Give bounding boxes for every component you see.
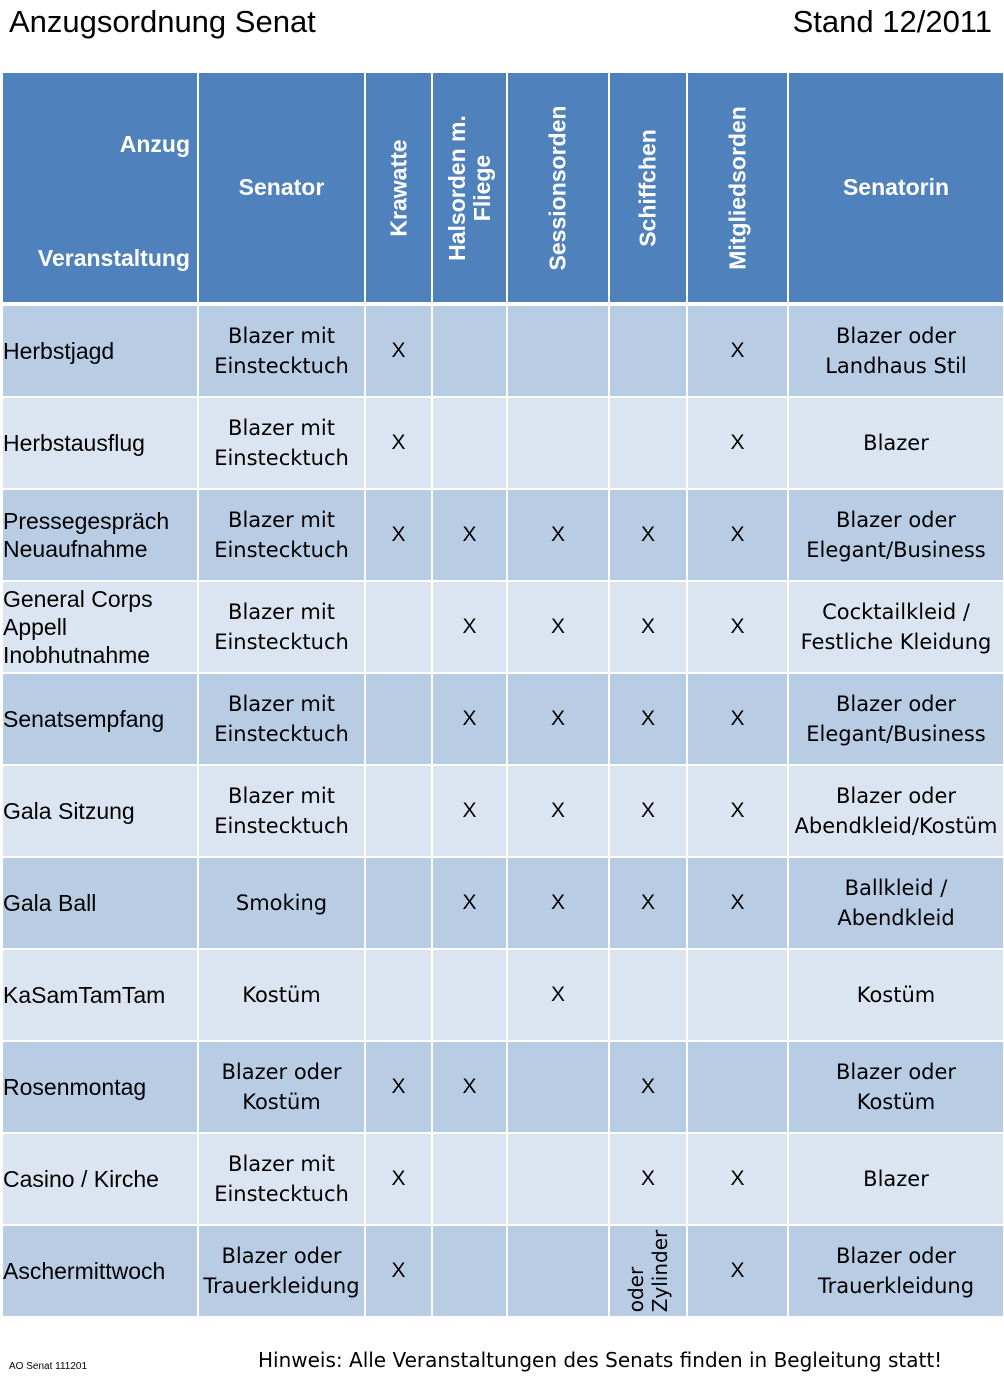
header-veranstaltung: Veranstaltung (37, 245, 190, 271)
krawatte-cell: X (365, 489, 432, 581)
schiffchen-cell: X (609, 489, 687, 581)
senatorin-attire: Blazer oder Abendkleid/Kostüm (788, 765, 1004, 857)
event-name: Gala Ball (2, 857, 198, 949)
senatorin-attire: Blazer oder Elegant/Business (788, 489, 1004, 581)
sessionsorden-cell (507, 1133, 609, 1225)
sessionsorden-cell (507, 304, 609, 397)
event-name: General Corps Appell Inobhutnahme (2, 581, 198, 673)
sessionsorden-cell (507, 1041, 609, 1133)
senator-attire: Blazer mit Einstecktuch (198, 673, 365, 765)
krawatte-cell (365, 949, 432, 1041)
header-senatorin: Senatorin (788, 72, 1004, 304)
stand-date: Stand 12/2011 (792, 4, 992, 39)
table-row (2, 489, 1004, 581)
krawatte-cell: X (365, 1133, 432, 1225)
halsorden-cell (432, 304, 507, 397)
table-row (2, 765, 1004, 857)
halsorden-cell: X (432, 765, 507, 857)
header-schiffchen: Schiffchen (634, 128, 661, 247)
mitgliedsorden-cell: X (687, 857, 788, 949)
halsorden-cell (432, 1133, 507, 1225)
senatorin-attire: Blazer (788, 397, 1004, 489)
sessionsorden-cell: X (507, 857, 609, 949)
senator-attire: Smoking (198, 857, 365, 949)
halsorden-cell: X (432, 581, 507, 673)
halsorden-cell (432, 1225, 507, 1317)
krawatte-cell (365, 581, 432, 673)
sessionsorden-cell: X (507, 673, 609, 765)
krawatte-cell: X (365, 1041, 432, 1133)
senatorin-attire: Kostüm (788, 949, 1004, 1041)
document-code: AO Senat 111201 (9, 1361, 88, 1372)
senator-attire: Blazer oder Trauerkleidung (198, 1225, 365, 1317)
senatorin-attire: Ballkleid / Abendkleid (788, 857, 1004, 949)
event-name: Rosenmontag (2, 1041, 198, 1133)
header-schiffchen-cell (609, 72, 687, 304)
krawatte-cell: X (365, 1225, 432, 1317)
senator-attire: Blazer mit Einstecktuch (198, 765, 365, 857)
mitgliedsorden-cell: X (687, 765, 788, 857)
header-krawatte: Krawatte (385, 138, 411, 237)
table-row (2, 1133, 1004, 1225)
mitgliedsorden-cell: X (687, 673, 788, 765)
halsorden-cell: X (432, 673, 507, 765)
sessionsorden-cell: X (507, 581, 609, 673)
table-row (2, 304, 1004, 397)
halsorden-cell (432, 397, 507, 489)
header-halsorden: Halsorden m. Fliege (443, 114, 495, 261)
senator-attire: Blazer mit Einstecktuch (198, 1133, 365, 1225)
event-name: Aschermittwoch (2, 1225, 198, 1317)
schiffchen-cell: X (609, 1133, 687, 1225)
halsorden-cell: X (432, 489, 507, 581)
dress-code-table (1, 71, 1004, 1318)
senatorin-attire: Blazer oder Elegant/Business (788, 673, 1004, 765)
krawatte-cell (365, 857, 432, 949)
senatorin-attire: Cocktailkleid / Festliche Kleidung (788, 581, 1004, 673)
senatorin-attire: Blazer oder Landhaus Stil (788, 304, 1004, 397)
sessionsorden-cell: X (507, 949, 609, 1041)
sessionsorden-cell: X (507, 489, 609, 581)
schiffchen-cell (609, 949, 687, 1041)
event-name: Gala Sitzung (2, 765, 198, 857)
event-name: Senatsempfang (2, 673, 198, 765)
mitgliedsorden-cell: X (687, 1133, 788, 1225)
mitgliedsorden-cell: X (687, 489, 788, 581)
header-anzug: Anzug (119, 131, 190, 157)
header-sessionsorden-cell (507, 72, 609, 304)
senator-attire: Blazer mit Einstecktuch (198, 489, 365, 581)
schiffchen-cell: X (609, 765, 687, 857)
krawatte-cell: X (365, 304, 432, 397)
table-row (2, 1041, 1004, 1133)
header-sessionsorden: Sessionsorden (544, 105, 571, 270)
senator-attire: Blazer mit Einstecktuch (198, 581, 365, 673)
event-name: Casino / Kirche (2, 1133, 198, 1225)
senator-attire: Blazer oder Kostüm (198, 1041, 365, 1133)
sessionsorden-cell: X (507, 765, 609, 857)
header-senator: Senator (198, 72, 365, 304)
schiffchen-cell (609, 397, 687, 489)
header-mitgliedsorden: Mitgliedsorden (724, 105, 750, 270)
table-header-row (2, 72, 1004, 304)
table-row (2, 581, 1004, 673)
halsorden-cell: X (432, 857, 507, 949)
schiffchen-cell (609, 304, 687, 397)
schiffchen-cell: X (609, 857, 687, 949)
schiffchen-cell (609, 1225, 687, 1317)
senator-attire: Blazer mit Einstecktuch (198, 397, 365, 489)
schiffchen-cell: X (609, 581, 687, 673)
table-row (2, 949, 1004, 1041)
krawatte-cell: X (365, 397, 432, 489)
header-mitgliedsorden-cell (687, 72, 788, 304)
mitgliedsorden-cell: X (687, 581, 788, 673)
senatorin-attire: Blazer oder Trauerkleidung (788, 1225, 1004, 1317)
schiffchen-alternative: oder Zylinder (624, 1229, 672, 1313)
sessionsorden-cell (507, 397, 609, 489)
halsorden-cell (432, 949, 507, 1041)
hinweis-note: Hinweis: Alle Veranstaltungen des Senats finden in Begleitung statt! (258, 1348, 943, 1372)
mitgliedsorden-cell (687, 949, 788, 1041)
mitgliedsorden-cell (687, 1041, 788, 1133)
header-halsorden-cell (432, 72, 507, 304)
senator-attire: Blazer mit Einstecktuch (198, 304, 365, 397)
sessionsorden-cell (507, 1225, 609, 1317)
table-row (2, 673, 1004, 765)
schiffchen-cell: X (609, 673, 687, 765)
mitgliedsorden-cell: X (687, 397, 788, 489)
krawatte-cell (365, 765, 432, 857)
schiffchen-cell: X (609, 1041, 687, 1133)
event-name: Herbstjagd (2, 304, 198, 397)
halsorden-cell: X (432, 1041, 507, 1133)
mitgliedsorden-cell: X (687, 304, 788, 397)
table-row (2, 857, 1004, 949)
page-title: Anzugsordnung Senat (9, 4, 316, 39)
header-anzug-veranstaltung (2, 72, 198, 304)
header-krawatte-cell (365, 72, 432, 304)
senatorin-attire: Blazer oder Kostüm (788, 1041, 1004, 1133)
table-row (2, 1225, 1004, 1317)
event-name: Herbstausflug (2, 397, 198, 489)
senator-attire: Kostüm (198, 949, 365, 1041)
senatorin-attire: Blazer (788, 1133, 1004, 1225)
mitgliedsorden-cell: X (687, 1225, 788, 1317)
event-name: KaSamTamTam (2, 949, 198, 1041)
table-row (2, 397, 1004, 489)
event-name: Pressegespräch Neuaufnahme (2, 489, 198, 581)
krawatte-cell (365, 673, 432, 765)
